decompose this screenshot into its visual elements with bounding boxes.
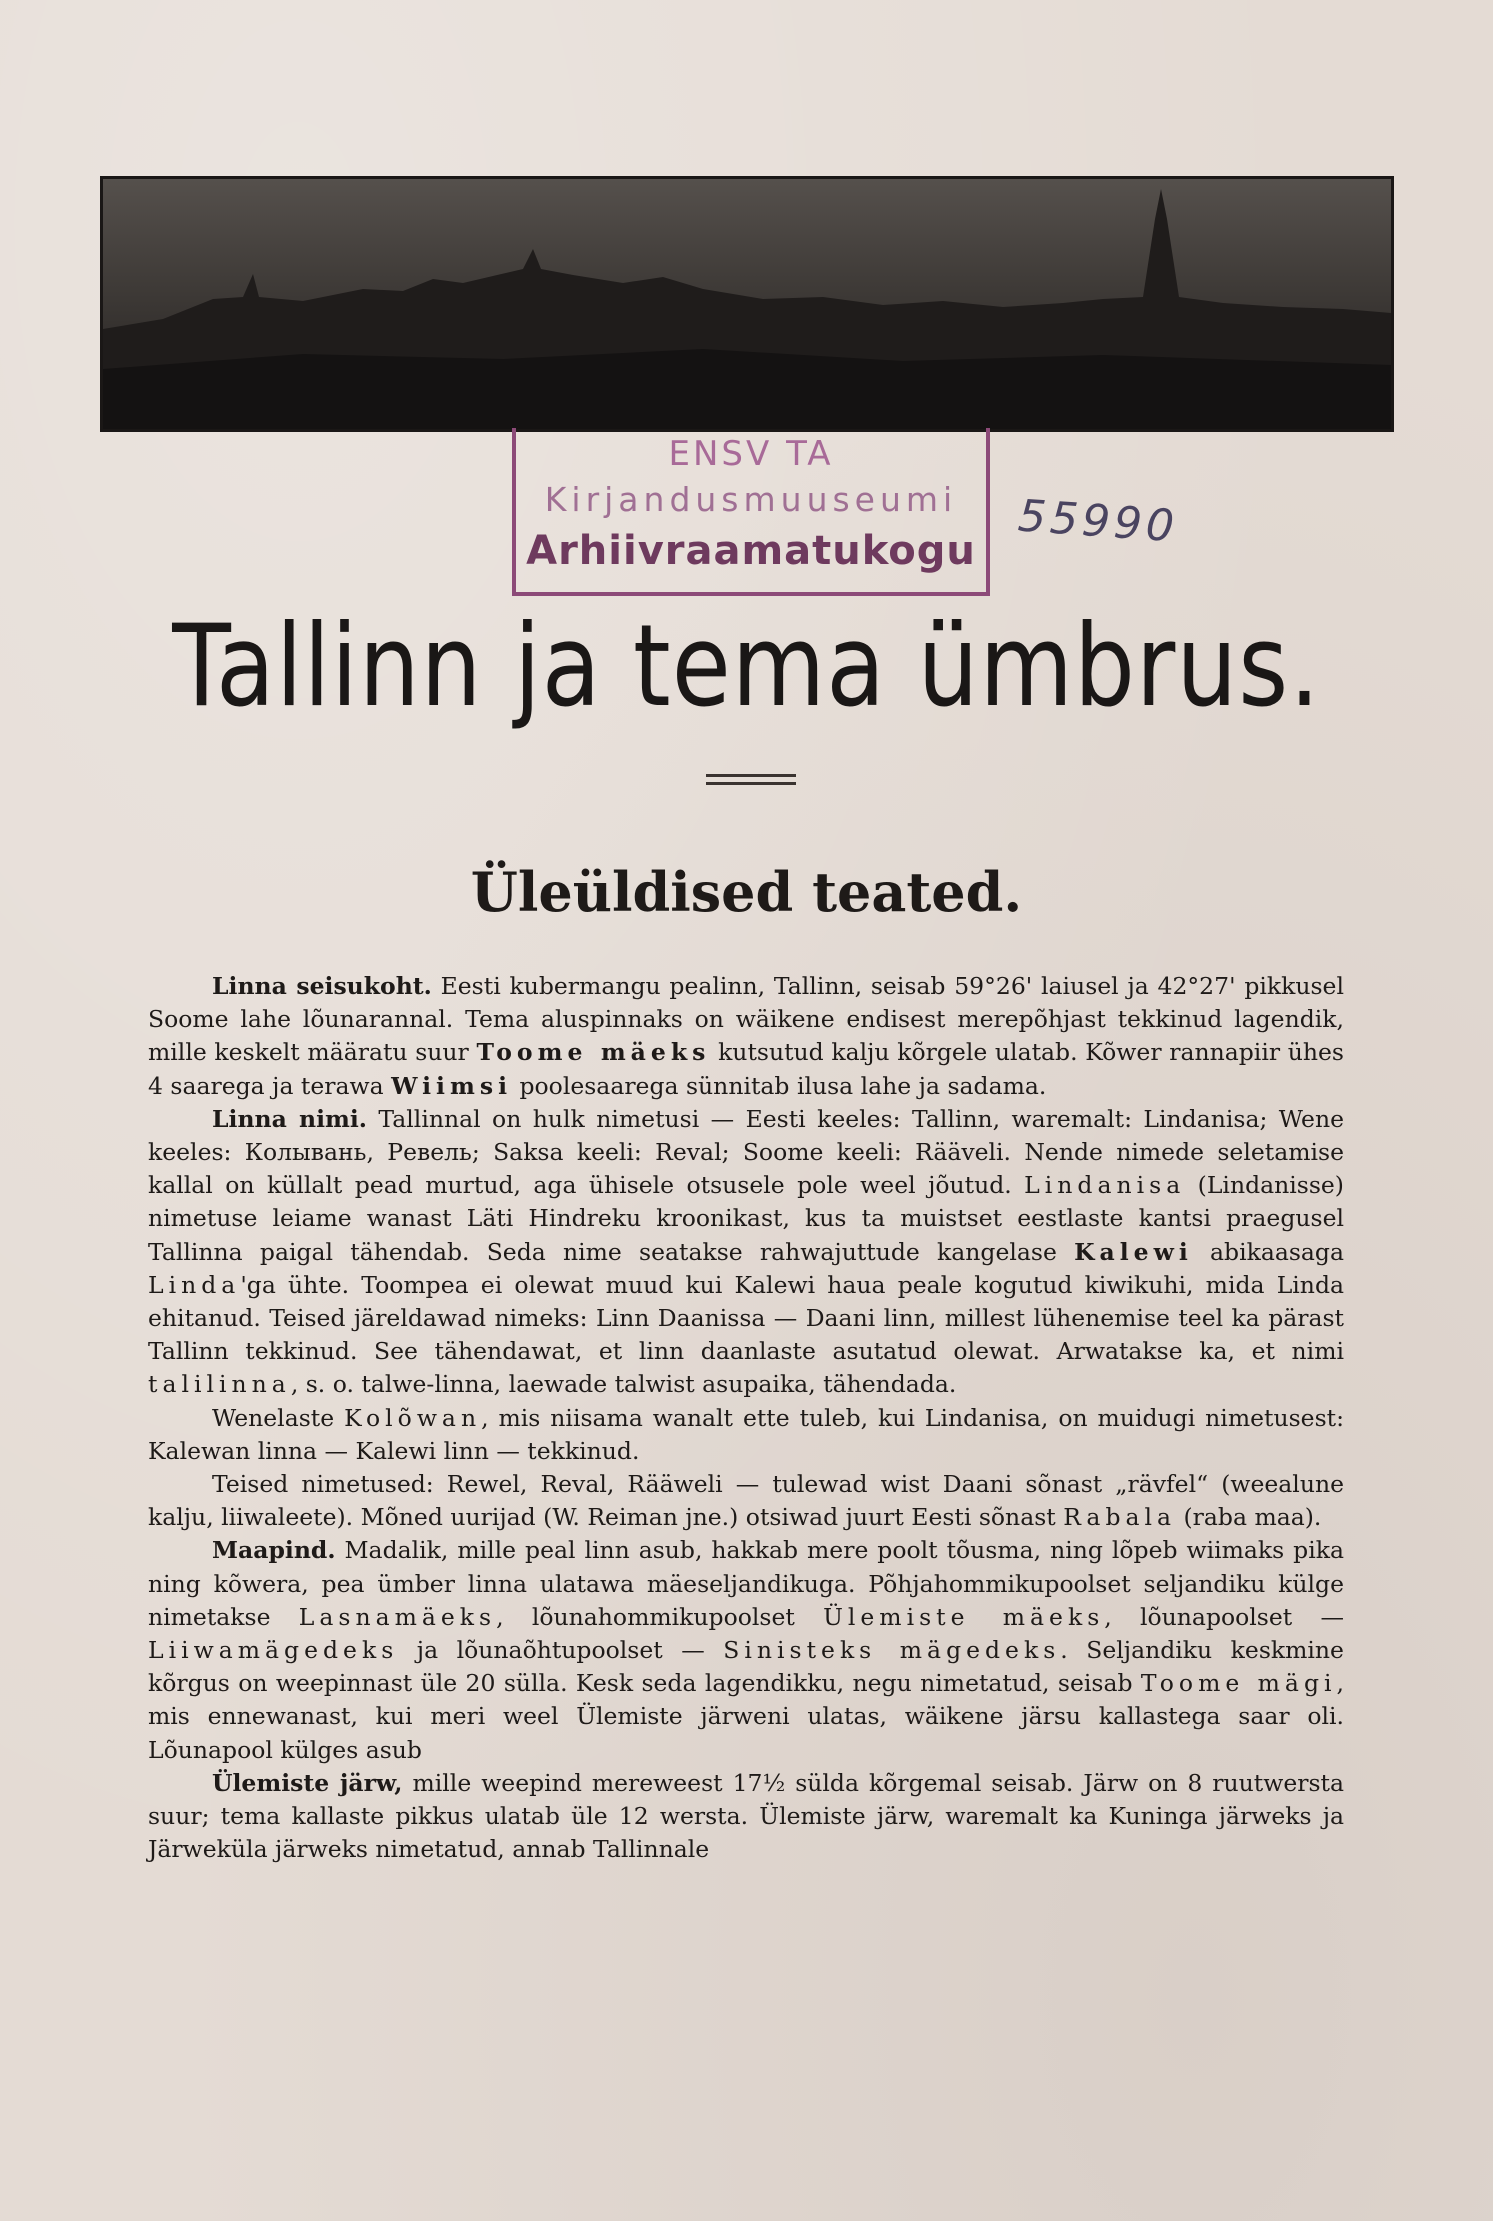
spaced-term: talilinna <box>148 1370 291 1399</box>
text-run: , lõunapoolset — <box>1104 1602 1344 1631</box>
paragraph-maapind <box>148 1534 1344 1766</box>
spaced-term: Linda <box>148 1270 241 1299</box>
body-text <box>148 970 1344 1866</box>
spaced-term: Lindanisa <box>1024 1171 1186 1200</box>
spaced-term: Toome mäeks <box>476 1038 711 1067</box>
text-run: abikaasaga <box>1210 1237 1344 1266</box>
stamp-line-3: Arhiivraamatukogu <box>526 528 976 574</box>
title-divider-top <box>706 774 796 777</box>
spaced-term: Kalewi <box>1074 1237 1193 1266</box>
skyline-silhouette <box>103 179 1391 429</box>
text-run: . Seljandiku keskmine kõrgus on weepinnast üle 20 sülla. Kesk seda lagendikku, negu nimetatud, seisab <box>148 1636 1344 1698</box>
text-run: Madalik, mille peal linn asub, hakkab mere poolt tõusma, ning lõpeb wiimaks pika ning kõwera, pea ümber linna ulatawa mäeseljandikuga. Põhjahommikupoolset seljandiku külge nimetakse <box>148 1536 1344 1631</box>
text-run: , mis niisama wanalt ette tuleb, kui Lindanisa, on muidugi nimetusest: Kalewan linna — Kalewi linn — tekkinud. <box>148 1403 1344 1465</box>
page-title: Tallinn ja tema ümbrus. <box>172 600 1321 733</box>
library-stamp <box>512 428 990 596</box>
paragraph-ulemiste-jarw <box>148 1767 1344 1867</box>
spaced-term: Toome mägi <box>1140 1669 1337 1698</box>
paragraph-linna-nimi <box>148 1103 1344 1402</box>
text-run: , s. o. talwe-linna, laewade talwist asupaika, tähendada. <box>290 1370 957 1399</box>
city-skyline-photo <box>100 176 1394 432</box>
paragraph-heading: Maapind. <box>212 1536 336 1565</box>
text-run: Tallinnal on hulk nimetusi — Eesti keeles: Tallinn, waremalt: Lindanisa; Wene keeles: Колывань, Ревель; Saksa keeli: Reval; Soome keeli: Rääveli. Nende nimede seletamise kallal on küllalt pead murtud, aga ühisele otsusele pole weel jõutud. <box>148 1104 1344 1200</box>
text-run: Eesti kubermangu pealinn, Tallinn, seisab 59°26' laiusel ja 42°27' pikkusel Soome lahe lõunarannal. Tema aluspinnaks on wäikene endisest merepõhjast tekkinud lagendik, mille keskelt määratu suur <box>148 972 1344 1067</box>
spaced-term: Liiwamägedeks <box>148 1636 399 1665</box>
text-run: (Lindanisse) nimetuse leiame wanast Läti Hindreku kroonikast, kus ta muistset eestlaste kantsi praegusel Tallinna paigal tähendab. Seda nime seatakse rahwajuttude kangelase <box>148 1171 1344 1266</box>
stamp-line-2: Kirjandusmuuseumi <box>544 480 958 519</box>
paragraph-linna-seisukoht <box>148 970 1344 1103</box>
spaced-term: Lasnamäeks <box>298 1602 497 1631</box>
text-run: Teised nimetused: Rewel, Reval, Rääweli — tulewad wist Daani sõnast „rävfel“ (weealune kalju, liiwaleete). Mõned uurijad (W. Reiman jne.) otsiwad juurt Eesti sõnast <box>148 1470 1344 1532</box>
spaced-term: Rabala <box>1063 1503 1177 1532</box>
stamp-line-1: ENSV TA <box>668 434 834 474</box>
paragraph-kolowan <box>148 1402 1344 1468</box>
spaced-term: Sinisteks mägedeks <box>723 1636 1061 1665</box>
text-run: Wenelaste <box>212 1403 335 1432</box>
handwritten-catalog-number: 55990 <box>1016 490 1180 553</box>
spaced-term: Ülemiste mäeks <box>823 1602 1105 1631</box>
paragraph-heading: Linna seisukoht. <box>212 972 432 1000</box>
paragraph-teised-nimetused <box>148 1468 1344 1534</box>
text-run: , lõunahommikupoolset <box>496 1602 795 1631</box>
section-heading: Üleüldised teated. <box>470 860 1023 924</box>
text-run: mille weepind mereweest 17½ sülda kõrgemal seisab. Järw on 8 ruutwersta suur; tema kallaste pikkus ulatab üle 12 wersta. Ülemiste järw, waremalt ka Kuninga järweks ja Järweküla järweks nimetatud, annab Tallinnale <box>148 1768 1344 1864</box>
text-run: (raba maa). <box>1183 1503 1322 1532</box>
text-run: 'ga ühte. Toompea ei olewat muud kui Kalewi haua peale kogutud kiwikuhi, mida Linda ehitanud. Teised järeldawad nimeks: Linn Daanissa — Daani linn, millest lühenemise teel ka pärast Tallinn tekkinud. See tähendawat, et linn daanlaste asutatud olewat. Arwatakse ka, et nimi <box>148 1270 1344 1366</box>
title-divider-bottom <box>706 782 796 785</box>
spaced-term: Kolõwan <box>344 1403 482 1432</box>
paragraph-heading: Linna nimi. <box>212 1104 367 1133</box>
text-run: kutsutud kalju kõrgele ulatab. Kõwer rannapiir ühes 4 saarega ja terawa <box>148 1038 1344 1100</box>
spaced-term: Wiimsi <box>391 1071 512 1100</box>
text-run: poolesaarega sünnitab ilusa lahe ja sadama. <box>519 1071 1047 1100</box>
paragraph-heading: Ülemiste järw, <box>212 1768 403 1797</box>
text-run: ja lõunaõhtupoolset — <box>416 1636 705 1665</box>
text-run: , mis ennewanast, kui meri weel Ülemiste järweni ulatas, wäikene järsu kallastega saar oli. Lõunapool külges asub <box>148 1669 1344 1764</box>
